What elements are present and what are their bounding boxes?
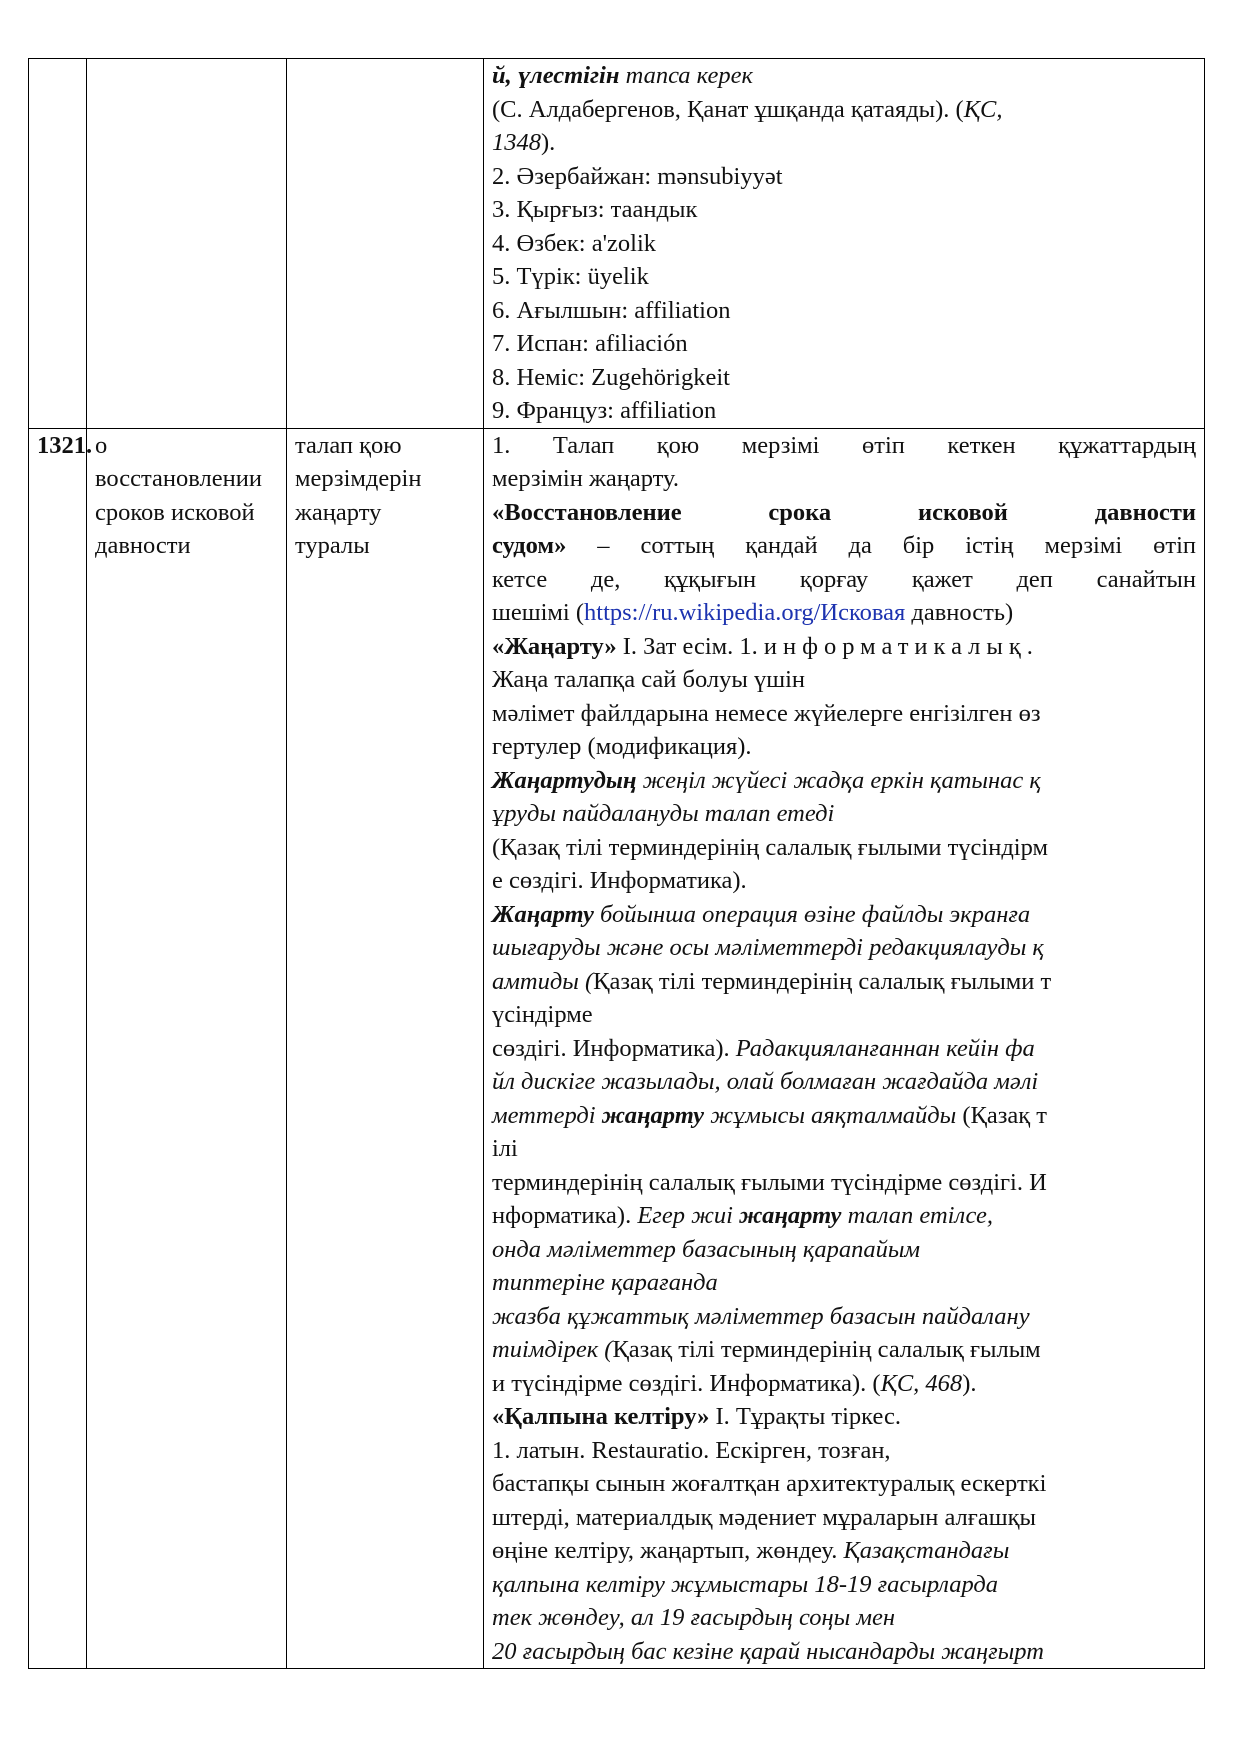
text-run: жаңарту [601,1101,705,1129]
text-run: бастапқы сынын жоғалтқан архитектуралық ескерткі [492,1470,1047,1497]
definition-line [492,1434,1196,1468]
wikipedia-link[interactable]: https://ru.wikipedia.org/Исковая [584,599,906,626]
text-run: мәлімет файлдарына немесе жүйелерге енгізілген өз [492,699,1041,727]
definition-line [492,864,1196,898]
text-run: йл дискіге жазылады, олай болмаған жағдайда мәлі [492,1068,1039,1095]
text-run: талап етілсе, [841,1202,993,1229]
text-run: «Восстановление срока исковой давности [492,498,1196,526]
definition-line [492,1300,1196,1334]
text-run: үсіндірме [492,1001,593,1028]
definition-line [492,1635,1196,1669]
text-run: кетсе де, құқығын қорғау қажет деп санайтын [492,565,1196,593]
definition-line [492,697,1196,731]
text-run: бойынша операция өзіне файлды экранға [593,900,1031,928]
text-run: 3. Қырғыз: таандык [492,196,698,223]
text-run: тапса керек [619,62,753,89]
text-run: 5. Түрік: üyelik [492,263,649,290]
definition-line [492,1032,1196,1066]
definition-line [492,496,1196,530]
definition-line [492,965,1196,999]
definition-cell [484,59,1205,429]
text-run: ҚС, [963,95,1003,123]
definition-cell [484,428,1205,1669]
text-run: мерзімін жаңарту. [492,465,679,492]
definition-line [492,294,1196,328]
russian-term-cell-empty [87,59,287,429]
text-run: Қазақ тілі терминдерінің салалық ғылым [612,1336,1041,1363]
russian-term-line: сроков исковой [95,498,255,526]
definition-line [492,160,1196,194]
definition-line [492,1065,1196,1099]
text-run: «Қалпына келтіру» [492,1403,710,1430]
text-run: Егер жиі [637,1202,740,1229]
text-run: й, үлестігін [492,62,620,89]
definition-line [492,59,1196,93]
text-run: Жаңа талапқа сай болуы үшін [492,666,805,693]
kazakh-term-line: талап қою [295,431,402,459]
definition-line [492,1467,1196,1501]
text-run: «Жаңарту» [492,632,617,660]
definition-line [492,1601,1196,1635]
text-run: информатикалық. [763,632,1039,660]
text-run: шешімі ( [492,599,585,626]
text-run: 1. Талап қою мерзімі өтіп кеткен құжаттардың [492,431,1196,459]
russian-term-line: о [95,431,108,459]
definition-line [492,931,1196,965]
definition-line [492,1099,1196,1133]
definition-line [492,730,1196,764]
text-run: меттерді [492,1101,602,1129]
text-run: ұруды пайдалануды талап етеді [492,800,835,827]
kazakh-term-cell [287,428,484,1669]
text-run: 7. Испан: afiliación [492,330,688,357]
text-run: и түсіндірме сөздігі. Информатика). ( [492,1369,881,1397]
text-run: 1. латын. Restauratio. Ескірген, тозған, [492,1436,891,1464]
definition-line [492,596,1196,630]
definition-line [492,563,1196,597]
text-run: терминдерінің салалық ғылыми түсіндірме сөздігі. И [492,1168,1047,1196]
text-run: (С. Алдабергенов, Қанат ұшқанда қатаяды). ( [492,95,964,123]
text-run: (Қазақ т [956,1101,1047,1129]
text-run: ілі [492,1135,518,1162]
definition-text [492,429,1196,1669]
text-run: 2. Әзербайжан: mənsubiyyət [492,162,783,190]
definition-line [492,529,1196,563]
text-run: амтиды ( [492,967,594,995]
definition-line [492,1166,1196,1200]
definition-line [492,1333,1196,1367]
definition-line [492,193,1196,227]
text-run: нформатика). [492,1202,638,1229]
text-run: Радакцияланғаннан кейін фа [735,1034,1035,1062]
text-run: онда мәліметтер базасының қарапайым [492,1235,921,1263]
text-run: тиімдірек ( [492,1336,613,1363]
definition-line [492,462,1196,496]
definition-line [492,831,1196,865]
text-run: 9. Француз: affiliation [492,397,717,424]
text-run: гертулер (модификация). [492,733,752,760]
kazakh-term-line: туралы [295,532,370,559]
text-run: тек жөндеу, ал 19 ғасырдың соңы мен [492,1604,896,1631]
text-run: 6. Ағылшын: affiliation [492,296,731,324]
text-run: сөздігі. Информатика). [492,1034,736,1062]
definition-line [492,361,1196,395]
definition-line [492,1501,1196,1535]
definition-line [492,126,1196,160]
russian-term-line: давности [95,532,191,559]
text-run: е сөздігі. Информатика). [492,867,747,894]
definition-line [492,898,1196,932]
text-run: жаңарту [739,1202,842,1229]
russian-term-cell [87,428,287,1669]
text-run: қалпына келтіру жұмыстары 18-19 ғасырларда [492,1570,999,1598]
kazakh-term-cell-empty [287,59,484,429]
kazakh-term [295,429,475,563]
text-run: жазба құжаттық мәліметтер базасын пайдалану [492,1302,1030,1330]
text-run: өңіне келтіру, жаңартып, жөндеу. [492,1537,844,1564]
russian-term [95,429,278,563]
definition-line [492,1534,1196,1568]
text-run: 1348 [492,129,541,156]
number-cell-empty [29,59,87,429]
definition-line [492,663,1196,697]
definition-line [492,260,1196,294]
text-run: шығаруды және осы мәліметтерді редакциялауды қ [492,934,1044,961]
definition-line [492,998,1196,1032]
definition-line [492,1367,1196,1401]
dictionary-table [28,58,1205,1669]
kazakh-term-line: мерзімдерін [295,465,422,492]
definition-line [492,1132,1196,1166]
text-run: I. Зат есім. 1. [616,632,764,660]
kazakh-term-line: жаңарту [295,498,382,526]
text-run: судом» [492,532,567,559]
text-run: (Қазақ тілі терминдерінің салалық ғылыми түсіндірм [492,833,1048,861]
text-run: давность) [905,599,1014,626]
definition-text [492,59,1196,428]
text-run: жеңіл жүйесі жадқа еркін қатынас қ [636,766,1041,794]
text-run: жұмысы аяқталмайды [704,1101,957,1129]
definition-line [492,93,1196,127]
definition-line [492,227,1196,261]
entry-number: 1321. [29,428,87,1669]
text-run: 4. Өзбек: a'zolik [492,229,656,257]
table-row-continuation [29,59,1205,429]
text-run: 20 ғасырдың бас кезіне қарай нысандарды жаңғырт [492,1637,1044,1665]
definition-line [492,394,1196,428]
definition-line [492,1233,1196,1267]
text-run: Жаңарту [492,900,594,928]
definition-line [492,429,1196,463]
table-row-entry-1321 [29,428,1205,1669]
text-run: ). [541,129,556,156]
text-run: Қазақстандағы [843,1537,1010,1564]
text-run: – соттың қандай да бір істің мерзімі өтіп [566,532,1196,559]
text-run: ҚС, 468 [880,1369,963,1397]
text-run: ). [962,1369,977,1397]
definition-line [492,1400,1196,1434]
russian-term-line: восстановлении [95,465,262,492]
text-run: типтеріне қарағанда [492,1269,718,1296]
definition-line [492,797,1196,831]
text-run: I. Тұрақты тіркес. [709,1403,901,1430]
definition-line [492,1199,1196,1233]
text-run: Қазақ тілі терминдерінің салалық ғылыми т [593,967,1052,995]
definition-line [492,327,1196,361]
definition-line [492,764,1196,798]
definition-line [492,1266,1196,1300]
text-run: 8. Неміс: Zugehörigkeit [492,363,730,391]
text-run: Жаңартудың [492,766,637,794]
text-run: штерді, материалдық мәдениет мұраларын алғашқы [492,1503,1036,1531]
definition-line [492,1568,1196,1602]
definition-line [492,630,1196,664]
